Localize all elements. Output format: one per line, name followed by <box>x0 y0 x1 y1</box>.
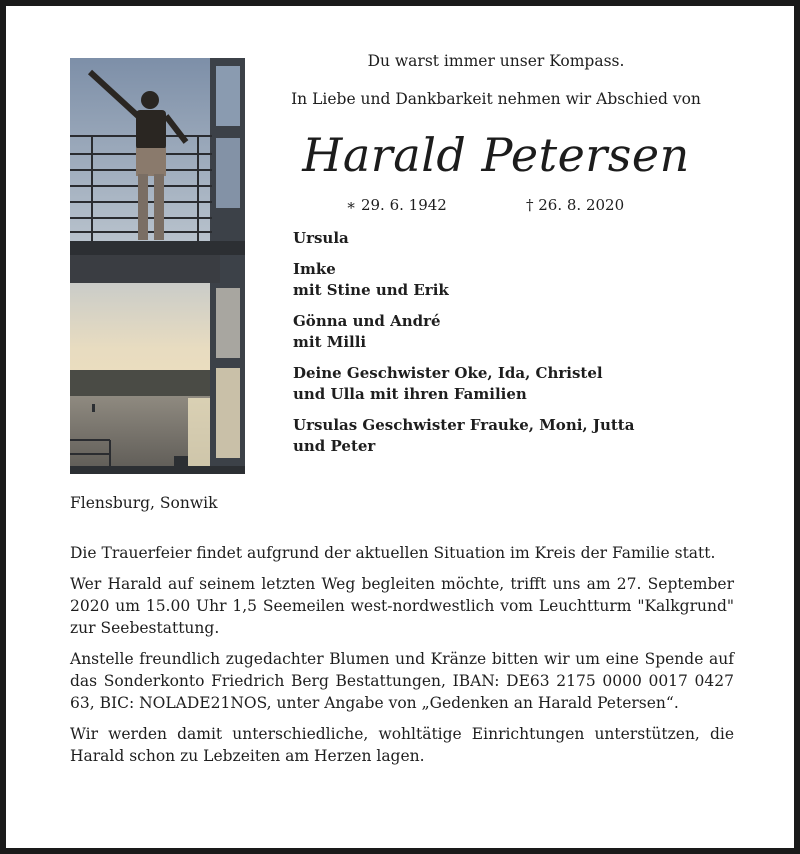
family-list <box>293 228 693 467</box>
paragraph: Wir werden damit unterschiedliche, wohltätige Einrichtungen unterstützen, die Harald schon zu Lebzeiten am Herzen lagen. <box>70 725 734 765</box>
family-group <box>293 363 693 405</box>
paragraph: Die Trauerfeier findet aufgrund der aktuellen Situation im Kreis der Familie statt. <box>70 544 716 562</box>
death-date: † 26. 8. 2020 <box>526 196 625 214</box>
family-group <box>293 311 693 353</box>
birth-date: ∗ 29. 6. 1942 <box>346 196 447 214</box>
family-line: Ursulas Geschwister Frauke, Moni, Jutta <box>293 416 635 434</box>
place: Flensburg, Sonwik <box>70 494 218 512</box>
deceased-name: Harald Petersen <box>302 128 690 182</box>
family-line: Imke <box>293 260 336 278</box>
motto: Du warst immer unser Kompass. <box>367 52 625 70</box>
family-line: und Peter <box>293 437 376 455</box>
family-group <box>293 228 693 249</box>
paragraph: Anstelle freundlich zugedachter Blumen und Kränze bitten wir um eine Spende auf das Sonderkonto Friedrich Berg Bestattungen, IBAN: DE63 2175 0000 0017 0427 63, BIC: NOLADE21NOS, unter Angabe von „Gedenken an Harald Petersen“. <box>70 650 734 712</box>
family-line: Deine Geschwister Oke, Ida, Christel <box>293 364 603 382</box>
announcement-body <box>70 542 734 776</box>
person-on-balcony-photo <box>70 58 245 474</box>
family-group <box>293 415 693 457</box>
family-line: Gönna und André <box>293 312 441 330</box>
family-line: mit Stine und Erik <box>293 281 449 299</box>
family-line: Ursula <box>293 229 349 247</box>
intro-line: In Liebe und Dankbarkeit nehmen wir Abschied von <box>291 90 701 108</box>
photo-image <box>70 58 245 474</box>
paragraph: Wer Harald auf seinem letzten Weg begleiten möchte, trifft uns am 27. September 2020 um 15.00 Uhr 1,5 Seemeilen west-nordwestlich vom Leuchtturm "Kalkgrund" zur Seebestattung. <box>70 575 734 637</box>
family-line: und Ulla mit ihren Familien <box>293 385 527 403</box>
family-group <box>293 259 693 301</box>
family-line: mit Milli <box>293 333 367 351</box>
obituary-card <box>6 6 794 848</box>
